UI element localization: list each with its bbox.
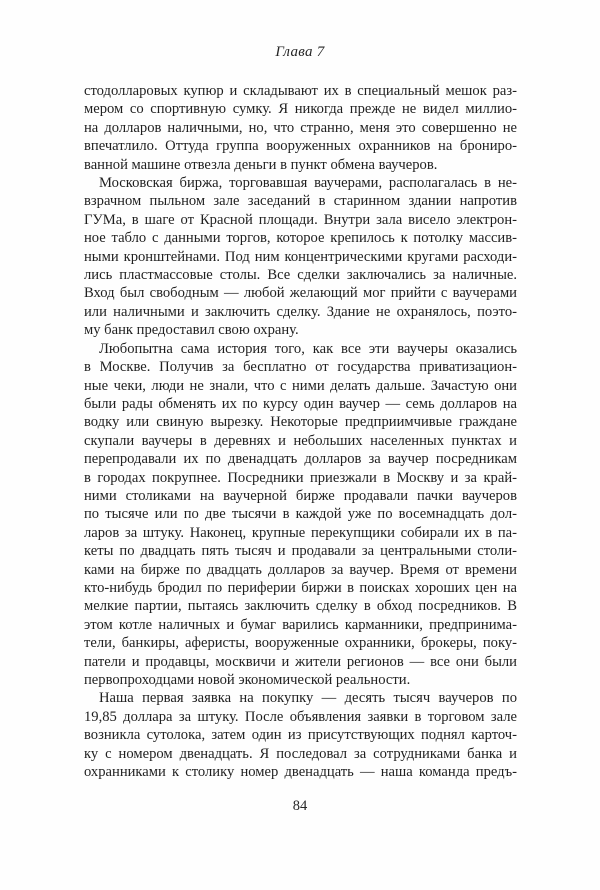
text-line: тели, банкиры, аферисты, вооруженные охранники, брокеры, поку- — [84, 635, 517, 652]
text-line: Любопытна сама история того, как все эти ваучеры оказались — [99, 340, 517, 357]
text-line: впечатлило. Оттуда группа вооруженных охранников на брониро- — [84, 138, 517, 155]
text-line: ными кронштейнами. Под ним концентрическими кругами расходи- — [84, 248, 517, 265]
text-line: этом котле наличных и бумаг варились карманники, предпринима- — [84, 616, 517, 633]
text-line: ку с номером двенадцать. Я последовал за сотрудниками банка и — [84, 745, 517, 762]
text-line: Наша первая заявка на покупку — десять тысяч ваучеров по — [99, 690, 517, 707]
text-line: мелкие партии, пытаясь заключить сделку в обход посредников. В — [84, 598, 517, 615]
running-header: Глава 7 — [275, 44, 325, 60]
paragraph — [84, 340, 517, 690]
text-line: ГУМа, в шаге от Красной площади. Внутри зала висело электрон- — [84, 211, 517, 228]
text-line: или наличными и заключить сделку. Здание не охранялось, поэто- — [84, 303, 517, 320]
text-line: возникла сутолока, затем один из присутствующих поднял карточ- — [84, 727, 517, 744]
text-line: перепродавали их по двенадцать долларов за ваучер посредникам — [84, 451, 517, 468]
text-line: в городах покрупнее. Посредники приезжали в Москву и за край- — [84, 469, 517, 486]
text-line: мером со спортивную сумку. Я никогда прежде не видел миллио- — [84, 101, 517, 118]
text-line: му банк предоставил свою охрану. — [84, 322, 299, 339]
text-line: первопроходцами новой экономической реальности. — [84, 672, 411, 688]
text-line: ные чеки, люди не знали, что с ними делать дальше. Зачастую они — [84, 377, 517, 394]
text-line: лись пластмассовые столы. Все сделки заключались за наличные. — [84, 267, 517, 284]
paragraph — [84, 689, 517, 781]
text-line: в Москве. Получив за бесплатно от государства приватизацион- — [84, 359, 517, 376]
text-line: 19,85 доллара за штуку. После объявления заявки в торговом зале — [84, 708, 517, 725]
page-number: 84 — [292, 798, 308, 814]
text-line: кто-нибудь бродил по периферии биржи в поисках хороших цен на — [84, 579, 517, 596]
text-line: ками на бирже по двадцать долларов за ваучер. Время от времени — [84, 561, 517, 578]
text-line: водку или свиную вырезку. Некоторые предприимчивые граждане — [84, 414, 517, 431]
page-body-text — [84, 82, 517, 781]
text-line: взрачном пыльном зале заседаний в старинном здании напротив — [84, 193, 517, 210]
text-line: ларов за штуку. Наконец, крупные перекупщики собирали их в па- — [84, 524, 517, 541]
text-line: ними столиками на ваучерной бирже продавали пачки ваучеров — [84, 487, 517, 504]
text-line: были рады обменять их по курсу один ваучер — семь долларов на — [84, 395, 517, 412]
paragraph — [84, 174, 517, 340]
text-line: ванной машине отвезла деньги в пункт обмена ваучеров. — [84, 156, 438, 173]
paragraph — [84, 82, 517, 174]
text-line: на долларов наличными, но, что странно, меня это совершенно не — [84, 119, 517, 136]
text-line: скупали ваучеры в деревнях и небольших населенных пунктах и — [84, 432, 517, 449]
text-line: стодолларовых купюр и складывают их в специальный мешок раз- — [84, 83, 517, 99]
text-line: охранниками к столику номер двенадцать — наша команда предъ- — [84, 764, 517, 781]
text-line: Московская биржа, торговавшая ваучерами, располагалась в не- — [99, 175, 517, 192]
text-line: ное табло с данными торгов, которое крепилось к потолку массив- — [84, 230, 517, 247]
text-line: по тысяче или по две тысячи в каждой уже по восемнадцать дол- — [84, 506, 517, 523]
text-line: кеты по двадцать пять тысяч и продавали за центральными столи- — [84, 543, 517, 560]
text-line: патели и продавцы, москвичи и жители регионов — все они были — [84, 653, 517, 670]
text-line: Вход был свободным — любой желающий мог прийти с ваучерами — [84, 285, 517, 302]
